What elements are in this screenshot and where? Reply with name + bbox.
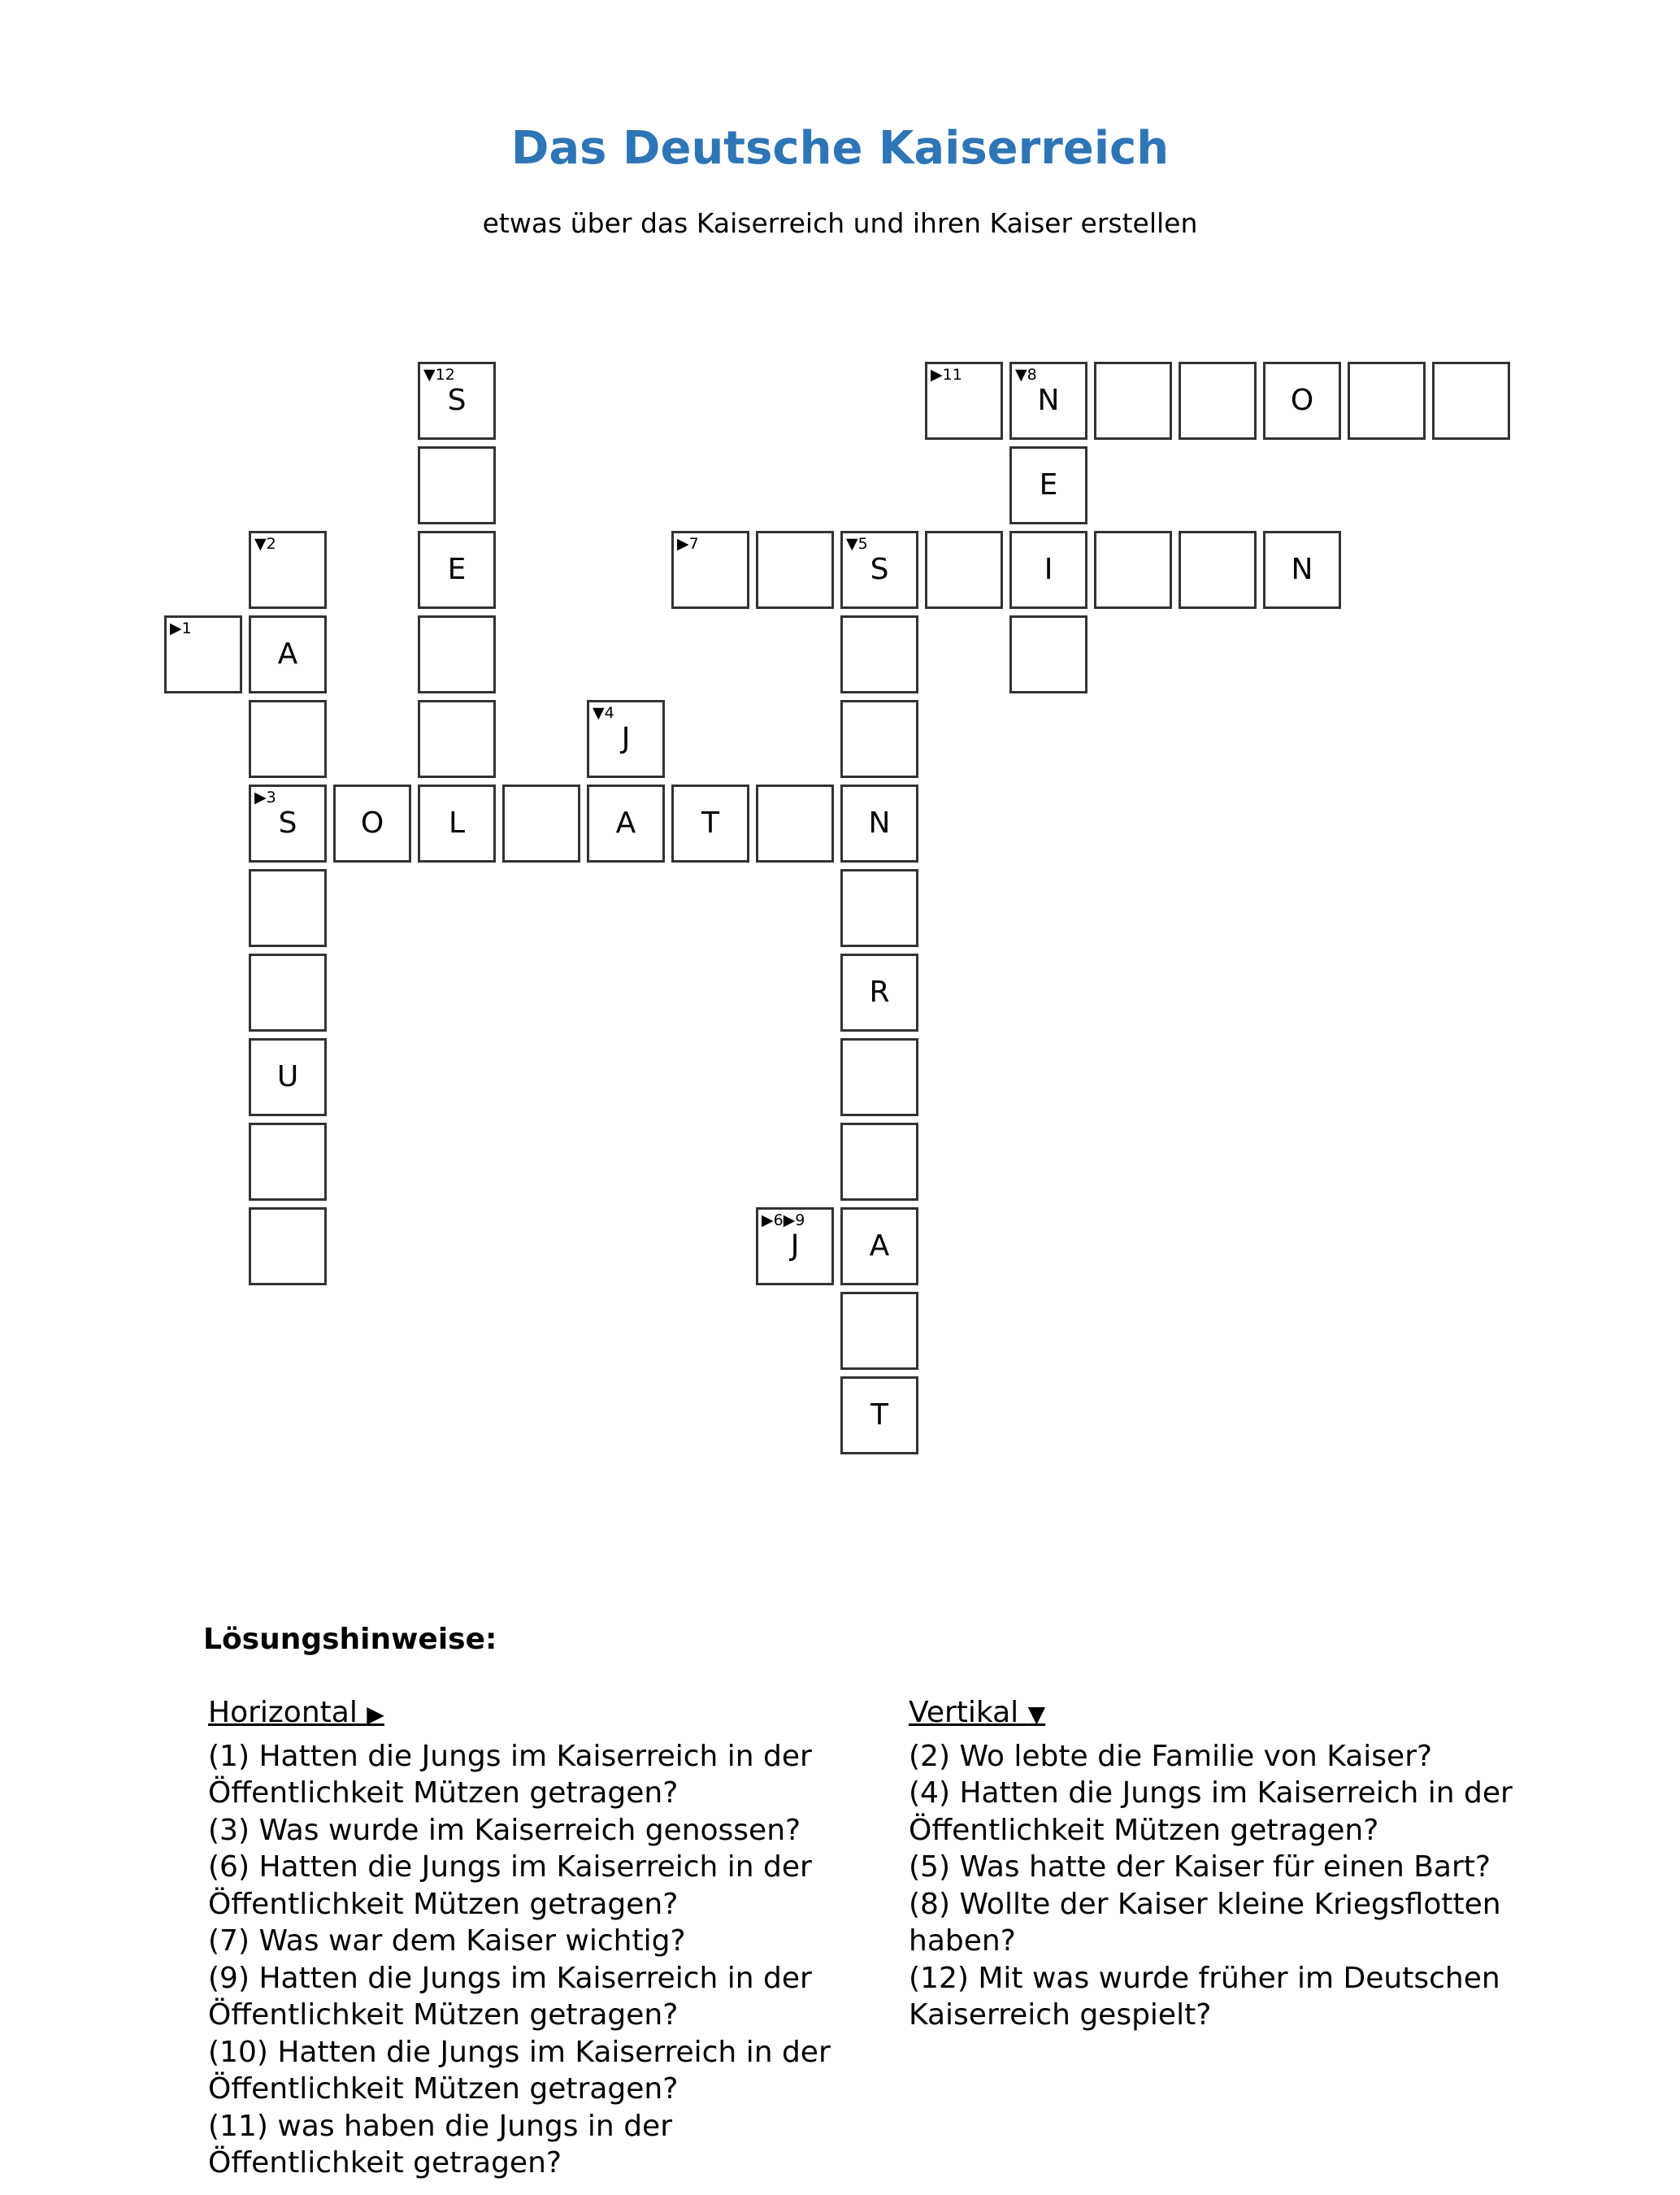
cell-letter: A — [277, 637, 298, 671]
crossword-cell[interactable] — [1263, 362, 1341, 440]
clue-item: (6) Hatten die Jungs im Kaiserreich in der Öffentlichkeit Mützen getragen? — [208, 1850, 812, 1921]
vertical-clues-heading — [909, 1694, 1559, 1733]
right-arrow-icon: ▶ — [367, 1701, 384, 1728]
crossword-cell[interactable] — [671, 531, 749, 609]
crossword-cell[interactable] — [1432, 362, 1510, 440]
crossword-cell[interactable] — [418, 531, 496, 609]
clue-item: (3) Was wurde im Kaiserreich genossen? — [208, 1813, 801, 1847]
clue-number: ▼8 — [1015, 366, 1037, 384]
crossword-cell[interactable] — [249, 531, 327, 609]
crossword-cell[interactable] — [1009, 531, 1087, 609]
horizontal-clues — [208, 1694, 875, 2182]
clue-item: (5) Was hatte der Kaiser für einen Bart? — [909, 1850, 1491, 1884]
crossword-cell[interactable] — [840, 869, 918, 947]
crossword-cell[interactable] — [1009, 446, 1087, 524]
cell-letter: N — [1037, 384, 1060, 417]
crossword-cell[interactable] — [249, 1207, 327, 1285]
hints-heading: Lösungshinweise: — [203, 1623, 497, 1656]
clue-item: (11) was haben die Jungs in der Öffentlichkeit getragen? — [208, 2109, 672, 2180]
clue-item: (10) Hatten die Jungs im Kaiserreich in der Öffentlichkeit Mützen getragen? — [208, 2035, 831, 2106]
crossword-cell[interactable] — [840, 1292, 918, 1370]
crossword-cell[interactable] — [418, 785, 496, 863]
crossword-cell[interactable] — [418, 700, 496, 778]
clue-item: (4) Hatten die Jungs im Kaiserreich in der Öffentlichkeit Mützen getragen? — [909, 1776, 1513, 1847]
cell-letter: S — [447, 384, 467, 417]
horizontal-label: Horizontal — [208, 1696, 358, 1729]
cell-letter: T — [701, 806, 719, 840]
cell-letter: O — [360, 806, 384, 840]
cell-letter: E — [1039, 468, 1058, 502]
cell-letter: J — [621, 722, 631, 755]
crossword-cell[interactable] — [840, 1123, 918, 1201]
cell-letter: S — [870, 553, 889, 586]
clue-number: ▶7 — [677, 535, 699, 553]
crossword-cell[interactable] — [1094, 531, 1172, 609]
cell-letter: A — [615, 806, 636, 840]
crossword-cell[interactable] — [418, 362, 496, 440]
horizontal-clue-list — [208, 1738, 875, 2182]
crossword-cell[interactable] — [587, 785, 665, 863]
crossword-cell[interactable] — [1179, 531, 1257, 609]
crossword-cell[interactable] — [1179, 362, 1257, 440]
page-title: Das Deutsche Kaiserreich — [510, 122, 1170, 175]
cell-letter: E — [447, 553, 467, 586]
crossword-cell[interactable] — [840, 1207, 918, 1285]
crossword-cell[interactable] — [840, 531, 918, 609]
clue-item: (7) Was war dem Kaiser wichtig? — [208, 1924, 686, 1958]
cell-letter: A — [869, 1229, 890, 1263]
cell-letter: J — [790, 1229, 800, 1263]
crossword-cell[interactable] — [502, 785, 580, 863]
crossword-cell[interactable] — [840, 954, 918, 1032]
vertical-clues — [909, 1694, 1559, 2034]
clue-number: ▶6▶9 — [762, 1211, 805, 1229]
clue-item: (2) Wo lebte die Familie von Kaiser? — [909, 1739, 1433, 1773]
clue-item: (8) Wollte der Kaiser kleine Kriegsflotten haben? — [909, 1887, 1501, 1958]
clue-item: (1) Hatten die Jungs im Kaiserreich in der Öffentlichkeit Mützen getragen? — [208, 1739, 812, 1810]
crossword-cell[interactable] — [587, 700, 665, 778]
down-arrow-icon: ▼ — [1027, 1701, 1046, 1728]
cell-letter: R — [869, 976, 890, 1009]
crossword-cell[interactable] — [671, 785, 749, 863]
crossword-cell[interactable] — [249, 1038, 327, 1116]
crossword-cell[interactable] — [249, 869, 327, 947]
crossword-cell[interactable] — [756, 1207, 834, 1285]
crossword-cell[interactable] — [1009, 362, 1087, 440]
cell-letter: I — [1044, 553, 1053, 586]
cell-letter: O — [1290, 384, 1314, 417]
vertical-clue-list — [909, 1738, 1559, 2034]
crossword-cell[interactable] — [1009, 615, 1087, 693]
horizontal-clues-heading — [208, 1694, 875, 1733]
crossword-cell[interactable] — [1094, 362, 1172, 440]
crossword-cell[interactable] — [418, 615, 496, 693]
crossword-cell[interactable] — [756, 531, 834, 609]
page-subtitle: etwas über das Kaiserreich und ihren Kaiser erstellen — [482, 207, 1198, 239]
crossword-cell[interactable] — [333, 785, 411, 863]
cell-letter: S — [278, 806, 297, 840]
crossword-cell[interactable] — [840, 1038, 918, 1116]
crossword-cell[interactable] — [164, 615, 242, 693]
clue-item: (9) Hatten die Jungs im Kaiserreich in der Öffentlichkeit Mützen getragen? — [208, 1961, 812, 2032]
crossword-cell[interactable] — [249, 615, 327, 693]
cell-letter: N — [1291, 553, 1313, 586]
clue-item: (12) Mit was wurde früher im Deutschen Kaiserreich gespielt? — [909, 1961, 1500, 2032]
crossword-cell[interactable] — [249, 700, 327, 778]
cell-letter: T — [870, 1398, 888, 1432]
clue-number: ▼5 — [846, 535, 868, 553]
clue-number: ▼12 — [423, 366, 455, 384]
clue-number: ▶3 — [254, 789, 276, 806]
crossword-cell[interactable] — [840, 700, 918, 778]
vertical-label: Vertikal — [909, 1696, 1019, 1729]
crossword-cell[interactable] — [840, 1376, 918, 1454]
clue-number: ▶1 — [170, 619, 192, 637]
crossword-cell[interactable] — [249, 1123, 327, 1201]
crossword-cell[interactable] — [925, 362, 1003, 440]
clue-number: ▶11 — [931, 366, 962, 384]
crossword-cell[interactable] — [1348, 362, 1426, 440]
crossword-cell[interactable] — [925, 531, 1003, 609]
crossword-cell[interactable] — [840, 785, 918, 863]
crossword-cell[interactable] — [1263, 531, 1341, 609]
crossword-cell[interactable] — [249, 954, 327, 1032]
cell-letter: L — [448, 806, 466, 840]
cell-letter: U — [276, 1060, 299, 1093]
crossword-cell[interactable] — [418, 446, 496, 524]
crossword-cell[interactable] — [840, 615, 918, 693]
crossword-cell[interactable] — [756, 785, 834, 863]
crossword-cell[interactable] — [249, 785, 327, 863]
clue-number: ▼4 — [593, 704, 614, 722]
clue-number: ▼2 — [254, 535, 276, 553]
cell-letter: N — [868, 806, 891, 840]
